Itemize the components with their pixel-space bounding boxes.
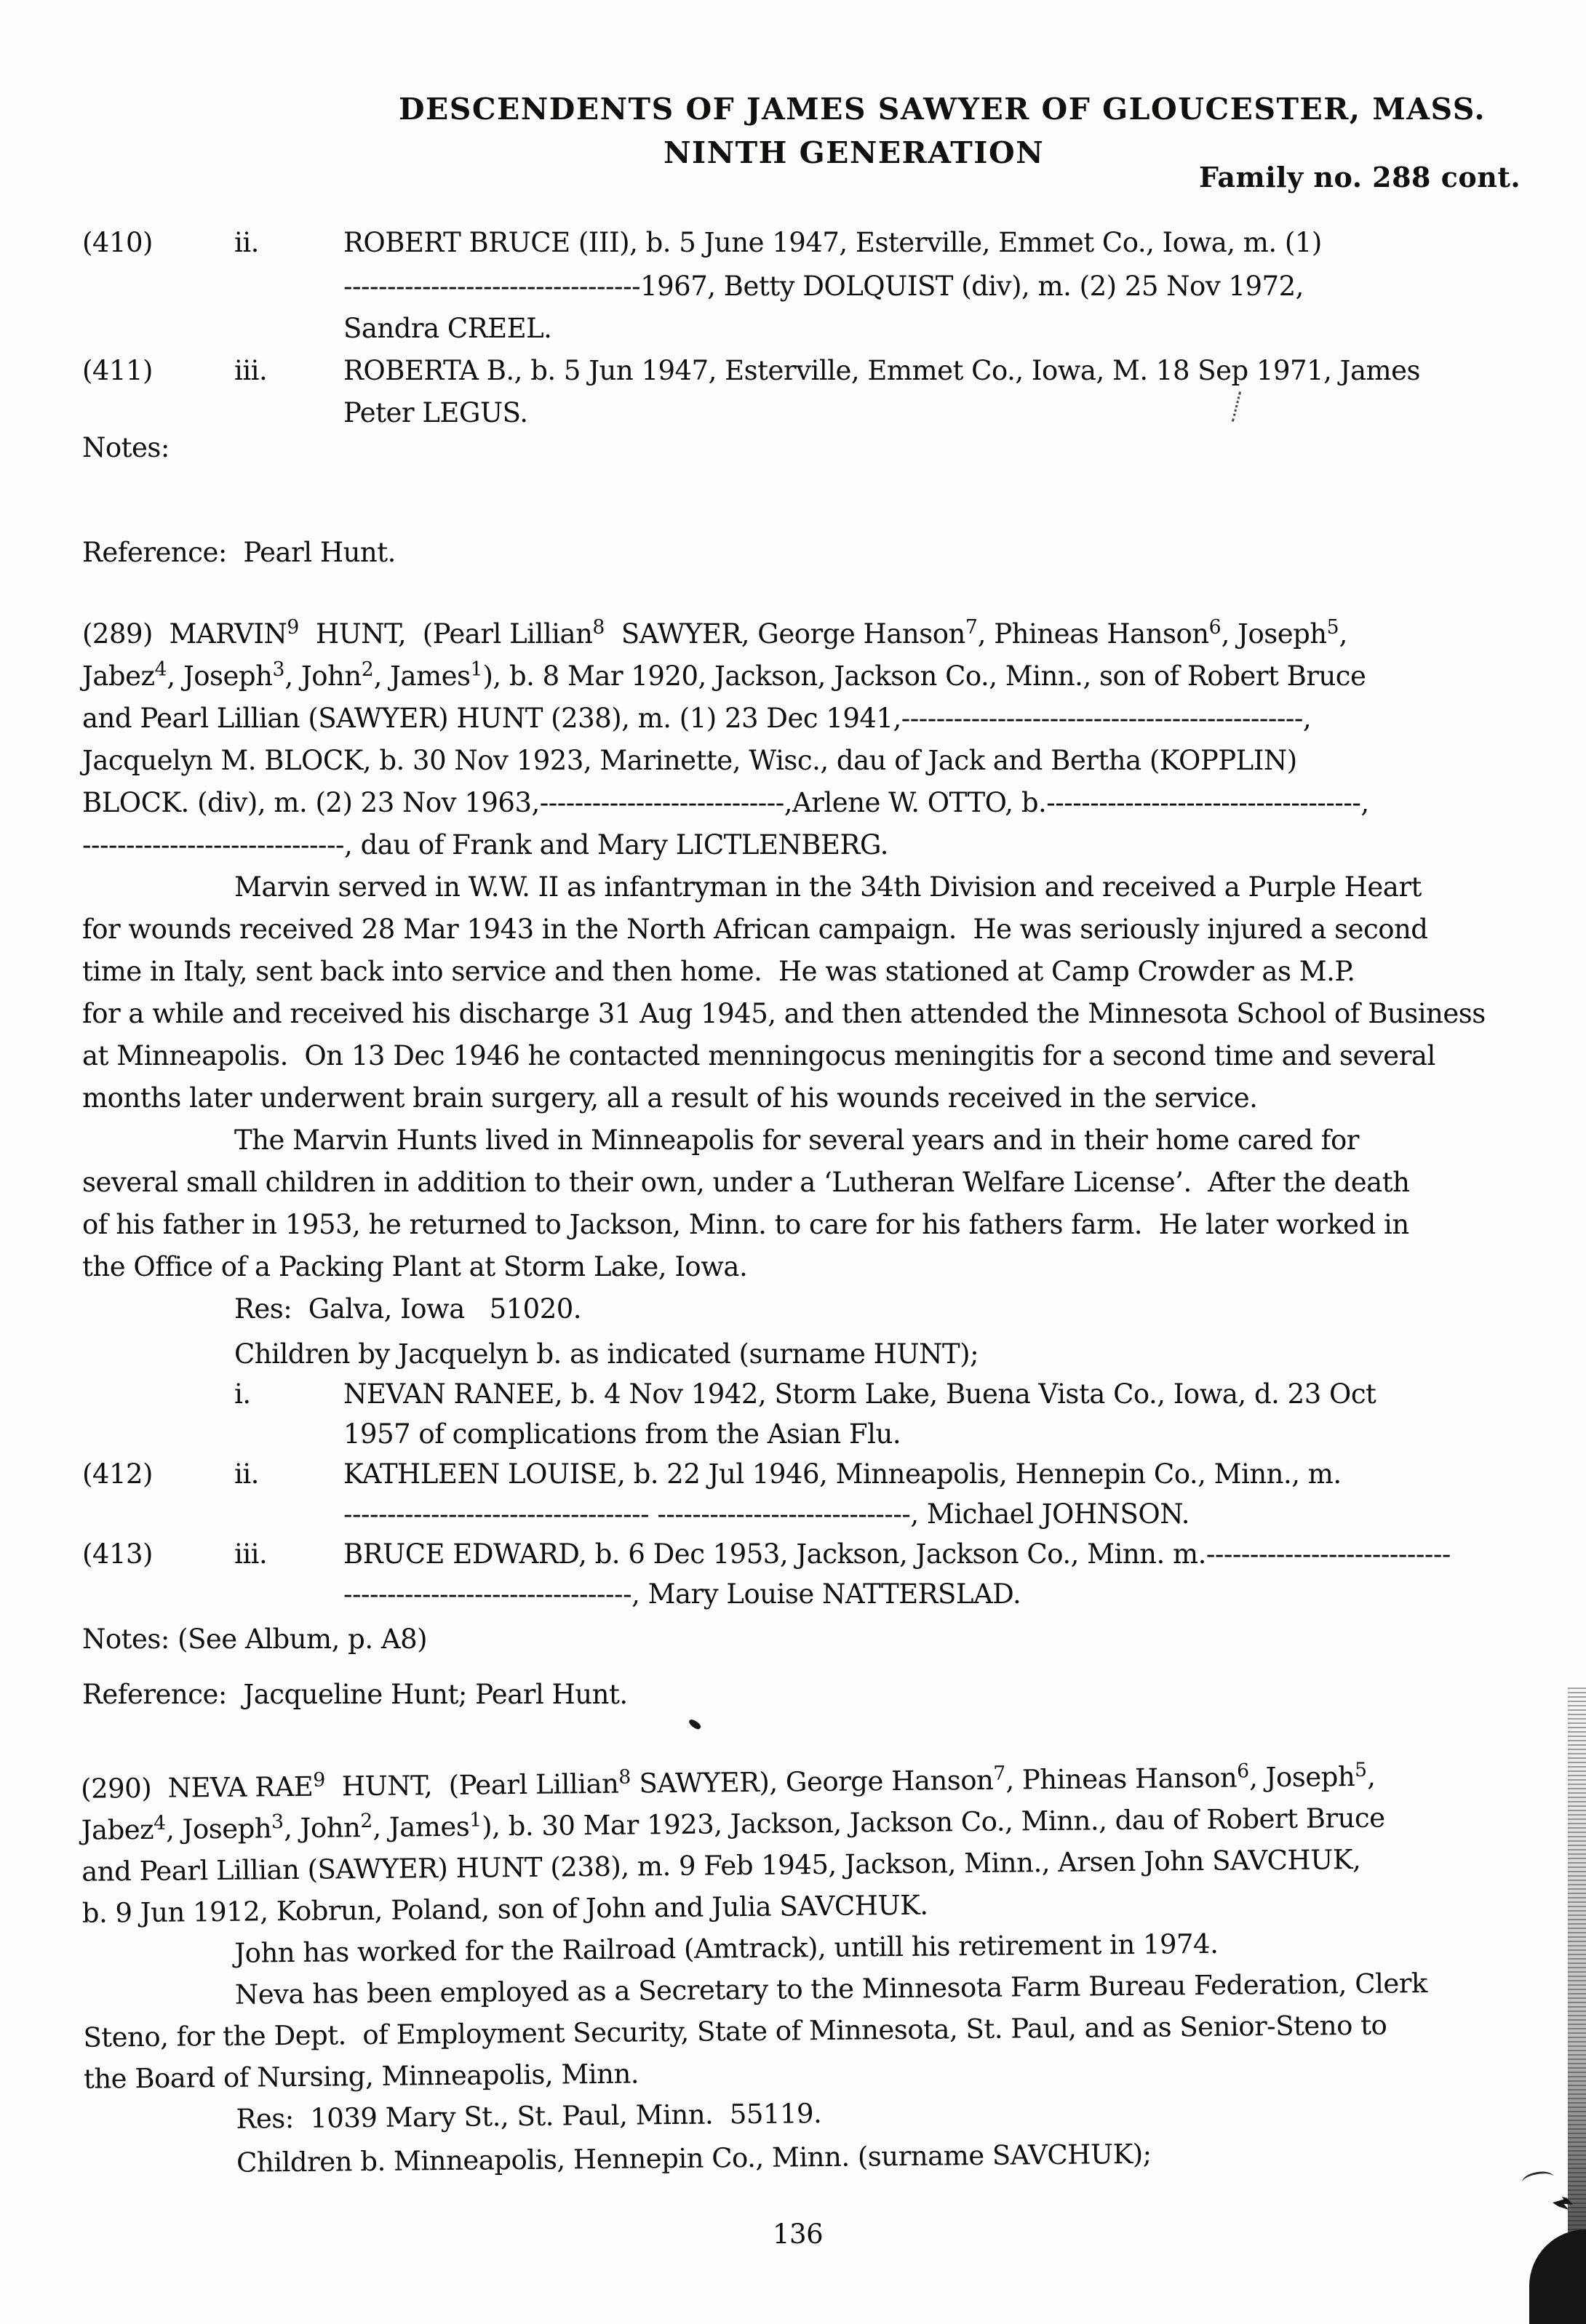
scan-edge-noise: [1568, 1688, 1586, 2324]
entry-410-line-1: ----------------------------------1967, Betty DOLQUIST (div), m. (2) 25 Nov 1972,: [343, 271, 1304, 302]
page-number: 136: [773, 2219, 824, 2250]
child-289-i-line-0: NEVAN RANEE, b. 4 Nov 1942, Storm Lake, Buena Vista Co., Iowa, d. 23 Oct: [343, 1378, 1376, 1410]
family-number: Family no. 288 cont.: [1199, 161, 1521, 193]
family-289-line-11: months later underwent brain surgery, all a result of his wounds received in the service.: [82, 1082, 1258, 1114]
children-289-heading: Children by Jacquelyn b. as indicated (surname HUNT);: [234, 1338, 979, 1370]
family-289-line-15: the Office of a Packing Plant at Storm Lake, Iowa.: [82, 1251, 748, 1282]
generation-subtitle: NINTH GENERATION: [664, 135, 1045, 170]
family-289-line-1: Jabez$^4$, Joseph$^3$, John$^2$, James$^1$), b. 8 Mar 1920, Jackson, Jackson Co., Minn., son of Robert Bruce: [82, 658, 1366, 692]
child-412-line-1: ----------------------------------- -----------------------------, Michael JOHNSON.: [343, 1498, 1190, 1530]
child-289-i-line-1: 1957 of complications from the Asian Flu.: [343, 1418, 901, 1450]
notes-label: Notes:: [82, 432, 170, 463]
family-290-line-6: Steno, for the Dept. of Employment Security, State of Minnesota, St. Paul, and as Senior-Steno to: [83, 2009, 1387, 2053]
child-412-roman: ii.: [234, 1458, 259, 1490]
family-289-line-5: ------------------------------, dau of Frank and Mary LICTLENBERG.: [82, 829, 888, 860]
child-413-line-1: ---------------------------------, Mary Louise NATTERSLAD.: [343, 1578, 1021, 1610]
family-290-line-7: the Board of Nursing, Minneapolis, Minn.: [83, 2058, 639, 2095]
family-289-line-4: BLOCK. (div), m. (2) 23 Nov 1963,----------------------------,Arlene W. OTTO, b.------------------------------------,: [82, 787, 1369, 818]
family-290-line-2: and Pearl Lillian (SAWYER) HUNT (238), m. 9 Feb 1945, Jackson, Minn., Arsen John SAVCHUK,: [81, 1843, 1361, 1888]
child-412-line-0: KATHLEEN LOUISE, b. 22 Jul 1946, Minneapolis, Hennepin Co., Minn., m.: [343, 1458, 1342, 1490]
family-290-line-0: (290) NEVA RAE$^9$ HUNT, (Pearl Lillian$^8$ SAWYER), George Hanson$^7$, Phineas Hanson$^6$, Joseph$^5$,: [80, 1758, 1376, 1805]
child-412-number: (412): [82, 1458, 153, 1490]
entry-411-roman: iii.: [234, 355, 268, 386]
page-title: DESCENDENTS OF JAMES SAWYER OF GLOUCESTER, MASS.: [399, 92, 1486, 127]
child-413-roman: iii.: [234, 1538, 268, 1570]
family-289-line-9: for a while and received his discharge 31 Aug 1945, and then attended the Minnesota School of Business: [82, 998, 1486, 1029]
entry-411-line-0: ROBERTA B., b. 5 Jun 1947, Esterville, Emmet Co., Iowa, M. 18 Sep 1971, James: [343, 355, 1420, 386]
family-289-line-8: time in Italy, sent back into service and then home. He was stationed at Camp Crowder as M.P.: [82, 956, 1355, 987]
family-289-line-2: and Pearl Lillian (SAWYER) HUNT (238), m. (1) 23 Dec 1941,----------------------------------------------,: [82, 703, 1312, 734]
family-289-line-14: of his father in 1953, he returned to Jackson, Minn. to care for his fathers farm. He later worked in: [82, 1209, 1409, 1240]
family-289-line-10: at Minneapolis. On 13 Dec 1946 he contacted menningocus meningitis for a second time and several: [82, 1040, 1435, 1071]
family-289-line-13: several small children in addition to their own, under a ‘Lutheran Welfare License’. After the death: [82, 1167, 1410, 1198]
family-289-line-7: for wounds received 28 Mar 1943 in the North African campaign. He was seriously injured a second: [82, 914, 1428, 945]
family-290-line-4: John has worked for the Railroad (Amtrack), untill his retirement in 1974.: [234, 1928, 1219, 1969]
family-290-line-3: b. 9 Jun 1912, Kobrun, Poland, son of John and Julia SAVCHUK.: [81, 1889, 928, 1929]
child-413-number: (413): [82, 1538, 153, 1570]
child-289-i-roman: i.: [234, 1378, 251, 1410]
family-289-line-6: Marvin served in W.W. II as infantryman in the 34th Division and received a Purple Heart: [234, 871, 1422, 903]
family-290-line-1: Jabez$^4$, Joseph$^3$, John$^2$, James$^1$), b. 30 Mar 1923, Jackson, Jackson Co., Minn., dau of Robert Bruce: [81, 1802, 1385, 1846]
entry-410-line-0: ROBERT BRUCE (III), b. 5 June 1947, Esterville, Emmet Co., Iowa, m. (1): [343, 227, 1322, 258]
family-290-line-5: Neva has been employed as a Secretary to the Minnesota Farm Bureau Federation, Clerk: [234, 1968, 1428, 2010]
entry-411-line-1: Peter LEGUS.: [343, 397, 528, 428]
family-290-line-8: Res: 1039 Mary St., St. Paul, Minn. 55119.: [236, 2098, 822, 2135]
entry-410-roman: ii.: [234, 227, 259, 258]
entry-410-line-2: Sandra CREEL.: [343, 313, 552, 344]
family-289-line-0: (289) MARVIN$^9$ HUNT, (Pearl Lillian$^8$ SAWYER, George Hanson$^7$, Phineas Hanson$^6$, Joseph$^5$,: [82, 615, 1347, 650]
children-290-heading: Children b. Minneapolis, Hennepin Co., Minn. (surname SAVCHUK);: [236, 2138, 1152, 2179]
family-289-line-3: Jacquelyn M. BLOCK, b. 30 Nov 1923, Marinette, Wisc., dau of Jack and Bertha (KOPPLIN): [82, 745, 1297, 776]
child-413-line-0: BRUCE EDWARD, b. 6 Dec 1953, Jackson, Jackson Co., Minn. m.----------------------------: [343, 1538, 1451, 1570]
notes-289: Notes: (See Album, p. A8): [82, 1624, 428, 1655]
entry-410-number: (410): [82, 227, 153, 258]
family-289-line-16: Res: Galva, Iowa 51020.: [234, 1293, 582, 1325]
entry-411-number: (411): [82, 355, 153, 386]
reference-2: Reference: Jacqueline Hunt; Pearl Hunt.: [82, 1679, 628, 1710]
family-289-line-12: The Marvin Hunts lived in Minneapolis for several years and in their home cared for: [234, 1125, 1359, 1156]
reference-1: Reference: Pearl Hunt.: [82, 537, 396, 568]
